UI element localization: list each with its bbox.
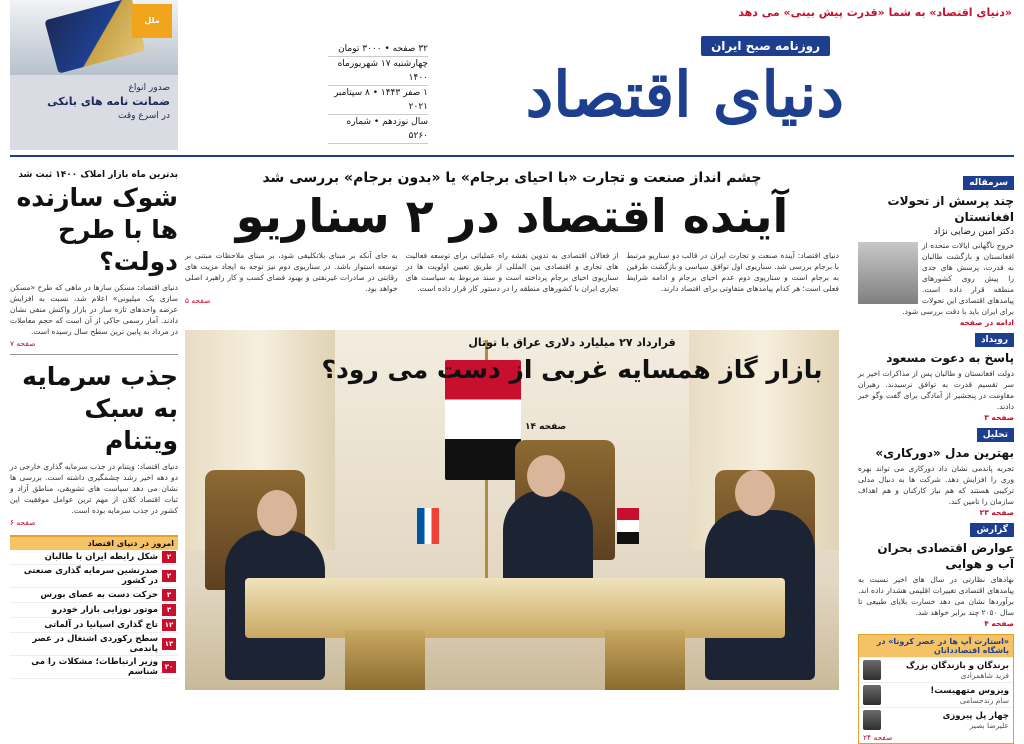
analysis-page-ref[interactable]: صفحه ۲۳ xyxy=(979,508,1014,517)
analysis-body: تجربه پاندمی نشان داد دورکاری می تواند بهره وری را افزایش دهد. شرکت ها به دنبال مدلی ترکیبی هستند که هم نیاز کارکنان و هم اهداف سازمان را تامین کند. xyxy=(858,464,1014,506)
page-number: ۳ xyxy=(162,589,176,601)
editorial-continue-link[interactable]: ادامه در صفحه xyxy=(959,318,1014,327)
ad-badge: ملل xyxy=(132,4,172,38)
masthead xyxy=(0,0,1024,160)
page-number: ۲ xyxy=(162,570,176,582)
signing-table xyxy=(245,578,785,638)
lead-body xyxy=(185,250,839,294)
section-label-editorial: سرمقاله xyxy=(963,176,1014,190)
lead-body-col-2: از فعالان اقتصادی به تدوین نقشه راه عملیاتی برای توسعه فعالیت های تجاری و اقتصادی بین المللی از طریق تعیین اولویت ها در سناریوی احیای برجام پرداخته است و سند مربوط به سیاست های تجاری ایران با کشورهای منطقه را در دستور کار قرار داده است. xyxy=(405,251,619,293)
table-leg-right xyxy=(605,630,685,690)
photo-headline[interactable]: بازار گاز همسایه غربی از دست می رود؟ xyxy=(321,355,823,384)
page-number: ۱۲ xyxy=(162,619,176,631)
ad-line1: صدور انواع xyxy=(128,83,170,93)
photo-kicker: قرارداد ۲۷ میلیارد دلاری عراق با توتال xyxy=(468,336,676,349)
housing-kicker: بدترین ماه بازار املاک ۱۴۰۰ ثبت شد xyxy=(18,170,178,180)
housing-headline[interactable]: شوک سازنده ها با طرح دولت؟ xyxy=(16,183,178,276)
photo-page-ref[interactable]: صفحه ۱۴ xyxy=(525,422,567,432)
editorial-author: دکتر امین رضایی نژاد xyxy=(933,227,1014,237)
issue-number: سال نوزدهم • شماره ۵۲۶۰ xyxy=(328,115,428,144)
page-number: ۱۳ xyxy=(162,638,176,650)
event-page-ref[interactable]: صفحه ۳ xyxy=(984,413,1014,422)
list-item[interactable] xyxy=(859,707,1013,732)
person-center-head xyxy=(527,455,565,497)
lead-body-col-3: به جای آنکه بر مبنای بلاتکلیفی شود، بر مبنای ملاحظات مبتنی بر توسعه استوار باشد. در سناریوی دوم نیز توجه به ایجاد مزیت های رقابتی در صادرات غیرنفتی و بهبود فضای کسب و کار راهبرد اصلی خواهد بود. xyxy=(184,251,398,293)
index-item-text: صدرنشین سرمایه گذاری صنعتی در کشور xyxy=(23,566,158,586)
person-left-head xyxy=(257,490,297,536)
vietnam-page-ref[interactable]: صفحه ۶ xyxy=(10,518,36,527)
box-item-author: سام رندحسامی xyxy=(959,695,1009,705)
editorial-title[interactable]: چند پرسش از تحولات افغانستان xyxy=(887,194,1014,224)
right-column xyxy=(858,170,1014,744)
masthead-rule xyxy=(10,155,1014,157)
list-item[interactable] xyxy=(859,682,1013,707)
index-item-text: سطح رکوردی اشتغال در عصر پاندمی xyxy=(32,634,158,654)
analysis-title[interactable]: بهترین مدل «دورکاری» xyxy=(875,446,1014,460)
housing-body: دنیای اقتصاد: مسکن سازها در ماهی که طرح «مسکن سازی یک میلیونی» اعلام شد، نسبت به افزایش عرضه واحدهای تازه ساز در بازار واکنش منفی نشان دادند. آمار رسمی حاکی از آن است که حجم معاملات در مرداد به پایین ترین سطح سال رسیده است. xyxy=(10,283,178,336)
page-number: ۲ xyxy=(162,551,176,563)
left-column xyxy=(10,170,178,679)
editorial-body: خروج ناگهانی ایالات متحده از افغانستان و بازگشت طالبان به قدرت، پرسش های جدی را پیش روی کشورهای منطقه قرار داده است. پیامدهای اقتصادی این تحولات برای ایران باید با دقت بررسی شود. xyxy=(902,241,1014,316)
today-index-title: امروز در دنیای اقتصاد xyxy=(10,537,178,550)
report-page-ref[interactable]: صفحه ۴ xyxy=(984,619,1014,628)
table-leg-left xyxy=(345,630,425,690)
author-photo xyxy=(858,242,918,304)
issue-date-persian: چهارشنبه ۱۷ شهریورماه ۱۴۰۰ xyxy=(328,57,428,86)
event-body: دولت افغانستان و طالبان پس از مذاکرات اخیر بر سر تقسیم قدرت به توافق نرسیدند. رهبران مقاومت در پنجشیر از آمادگی برای گفت وگو خبر دادند. xyxy=(858,369,1014,411)
lead-page-ref[interactable]: صفحه ۵ xyxy=(185,296,211,305)
list-item[interactable] xyxy=(10,656,178,679)
ad-line3: در اسرع وقت xyxy=(118,111,170,121)
index-item-text: وزیر ارتباطات؛ مشکلات را می شناسم xyxy=(31,657,158,677)
list-item[interactable] xyxy=(10,603,178,618)
box-item-author: علیرضا بصیر xyxy=(969,720,1009,730)
avatar xyxy=(863,660,881,680)
box-item-title: ویروس متههیست! xyxy=(930,685,1009,696)
ad-line2: ضمانت نامه های بانکی xyxy=(47,95,170,108)
list-item[interactable] xyxy=(10,588,178,603)
vietnam-body: دنیای اقتصاد: ویتنام در جذب سرمایه گذاری خارجی در دو دهه اخیر رشد چشمگیری داشته است. بررسی ها نشان می دهد سیاست های تشویقی، مناطق آزاد و ثبات اقتصاد کلان از مهم ترین عوامل موفقیت این کشور در جذب سرمایه بوده است. xyxy=(10,462,178,515)
index-item-text: تاج گذاری اسپانیا در آلماتی xyxy=(44,620,158,630)
box-item-title: برندگان و بازندگان بزرگ xyxy=(906,660,1009,671)
report-body: نهادهای نظارتی در سال های اخیر نسبت به پیامدهای اقتصادی تغییرات اقلیمی هشدار داده اند. برآوردها نشان می دهد خسارت بلایای طبیعی تا سال ۲۰۵۰ چند برابر خواهد شد. xyxy=(858,575,1014,617)
ad-text xyxy=(10,75,178,129)
section-label-report: گزارش xyxy=(970,523,1014,537)
masthead-subtitle: روزنامه صبح ایران xyxy=(701,36,830,56)
box-title: «استارت آپ ها در عصر کرونا» در باشگاه اقتصاددانان xyxy=(859,635,1013,657)
lead-headline[interactable]: آینده اقتصاد در ۲ سناریو xyxy=(235,189,789,243)
housing-page-ref[interactable]: صفحه ۷ xyxy=(10,339,36,348)
vietnam-headline[interactable]: جذب سرمایه به سبک ویتنام xyxy=(22,362,178,455)
newspaper-logo[interactable]: دنیای اقتصاد xyxy=(525,58,844,131)
index-item-text: موتور نوزایی بازار خودرو xyxy=(51,605,158,615)
page-number: ۳۰ xyxy=(162,661,176,673)
list-item[interactable] xyxy=(10,550,178,565)
iraq-small-flag-icon xyxy=(617,508,639,544)
box-item-title: چهار پل پیروزی xyxy=(942,710,1009,721)
column-divider xyxy=(10,354,178,355)
person-right-head xyxy=(735,470,775,516)
list-item[interactable] xyxy=(10,633,178,656)
ad-image xyxy=(10,0,178,75)
index-item-text: حرکت دست به عصای بورس xyxy=(40,590,158,600)
today-index xyxy=(10,535,178,679)
lead-story xyxy=(185,170,839,305)
issue-date-hijri-gregorian: ۱ صفر ۱۴۴۳ • ۸ سپتامبر ۲۰۲۱ xyxy=(328,86,428,115)
fountain-pen-icon xyxy=(44,0,145,74)
section-label-event: رویداد xyxy=(975,333,1014,347)
section-label-analysis: تحلیل xyxy=(977,428,1014,442)
avatar xyxy=(863,685,881,705)
signing-ceremony-photo[interactable] xyxy=(185,330,839,690)
avatar xyxy=(863,710,881,730)
report-title[interactable]: عوارض اقتصادی بحران آب و هوایی xyxy=(877,541,1014,571)
index-item-text: شکل رابطه ایران با طالبان xyxy=(44,552,158,562)
box-page-ref[interactable]: صفحه ۲۴ xyxy=(863,733,893,742)
page-number: ۳ xyxy=(162,604,176,616)
issue-info xyxy=(328,42,428,144)
issue-price: ۳۲ صفحه • ۳۰۰۰ تومان xyxy=(328,42,428,57)
bank-ad[interactable] xyxy=(10,0,178,150)
event-title[interactable]: پاسخ به دعوت مسعود xyxy=(886,351,1014,365)
list-item[interactable] xyxy=(859,657,1013,682)
france-flag-icon xyxy=(417,508,439,544)
box-item-author: فرید شاهمرادی xyxy=(960,670,1009,680)
economists-club-box xyxy=(858,634,1014,744)
masthead-tagline: «دنیای اقتصاد» به شما «قدرت پیش بینی» می دهد xyxy=(738,6,1012,19)
lead-kicker: چشم انداز صنعت و تجارت «با احیای برجام» یا «بدون برجام» بررسی شد xyxy=(262,170,762,186)
person-center xyxy=(503,490,593,590)
list-item[interactable] xyxy=(10,618,178,633)
list-item[interactable] xyxy=(10,565,178,588)
lead-body-col-1: دنیای اقتصاد: آینده صنعت و تجارت ایران در قالب دو سناریو مرتبط با برجام بررسی شد. سناریوی اول توافق سیاسی و بازگشت طرفین به برجام است و سناریوی دوم عدم احیای برجام و ادامه شرایط فعلی است؛ هر کدام پیامدهای متفاوتی برای اقتصاد دارند. xyxy=(626,251,839,293)
